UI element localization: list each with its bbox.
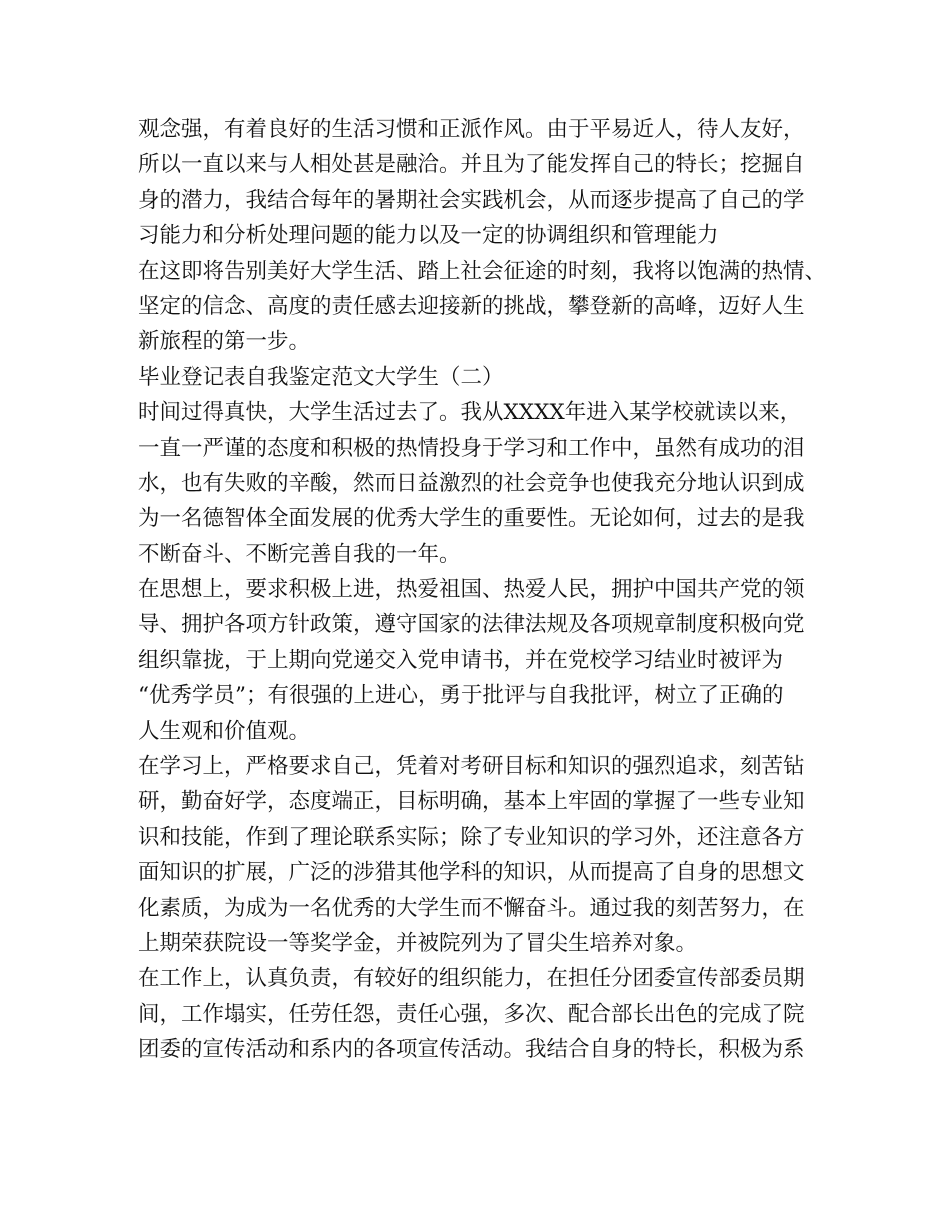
text-line: 时间过得真快，大学生活过去了。我从XXXX年进入某学校就读以来， <box>138 400 802 426</box>
text-line: 新旅程的第一步。 <box>138 329 311 355</box>
text-line: 导、拥护各项方针政策，遵守国家的法律法规及各项规章制度积极向党 <box>138 612 805 638</box>
text-line: 识和技能，作到了理论联系实际；除了专业知识的学习外，还注意各方 <box>138 824 805 850</box>
text-line: 团委的宣传活动和系内的各项宣传活动。我结合自身的特长，积极为系 <box>138 1037 805 1063</box>
text-line: 观念强，有着良好的生活习惯和正派作风。由于平易近人，待人友好， <box>138 117 805 142</box>
text-line: 在工作上，认真负责，有较好的组织能力，在担任分团委宣传部委员期 <box>138 966 805 992</box>
text-line: 坚定的信念、高度的责任感去迎接新的挑战，攀登新的高峰，迈好人生 <box>138 293 805 319</box>
text-line: 习能力和分析处理问题的能力以及一定的协调组织和管理能力 <box>138 223 719 249</box>
text-line: 在这即将告别美好大学生活、踏上社会征途的时刻，我将以饱满的热情、 <box>138 258 827 284</box>
text-line: 水，也有失败的辛酸，然而日益激烈的社会竞争也使我充分地认识到成 <box>138 470 805 496</box>
text-line: 在思想上，要求积极上进，热爱祖国、热爱人民，拥护中国共产党的领 <box>138 577 805 603</box>
text-line: 间，工作塌实，任劳任怨，责任心强，多次、配合部长出色的完成了院 <box>138 1001 805 1027</box>
text-line: 组织靠拢，于上期向党递交入党申请书，并在党校学习结业时被评为 <box>138 647 784 673</box>
text-line: 研，勤奋好学，态度端正，目标明确，基本上牢固的掌握了一些专业知 <box>138 789 805 815</box>
text-line: 不断奋斗、不断完善自我的一年。 <box>138 541 461 567</box>
text-line: 一直一严谨的态度和积极的热情投身于学习和工作中，虽然有成功的泪 <box>138 435 805 461</box>
text-line: 面知识的扩展，广泛的涉猎其他学科的知识，从而提高了自身的思想文 <box>138 860 805 886</box>
document-body <box>138 112 838 1068</box>
text-line: 所以一直以来与人相处甚是融洽。并且为了能发挥自己的特长；挖掘自 <box>138 152 805 178</box>
text-line: 在学习上，严格要求自己，凭着对考研目标和知识的强烈追求，刻苦钻 <box>138 754 805 780</box>
text-line: 为一名德智体全面发展的优秀大学生的重要性。无论如何，过去的是我 <box>138 506 805 532</box>
section-heading: 毕业登记表自我鉴定范文大学生（二） <box>138 364 504 390</box>
text-line: “优秀学员”；有很强的上进心，勇于批评与自我批评，树立了正确的 <box>138 683 784 709</box>
text-line: 人生观和价值观。 <box>138 718 311 744</box>
text-line: 上期荣获院设一等奖学金，并被院列为了冒尖生培养对象。 <box>138 930 698 956</box>
text-line: 化素质，为成为一名优秀的大学生而不懈奋斗。通过我的刻苦努力，在 <box>138 895 805 921</box>
text-line: 身的潜力，我结合每年的暑期社会实践机会，从而逐步提高了自己的学 <box>138 187 805 213</box>
